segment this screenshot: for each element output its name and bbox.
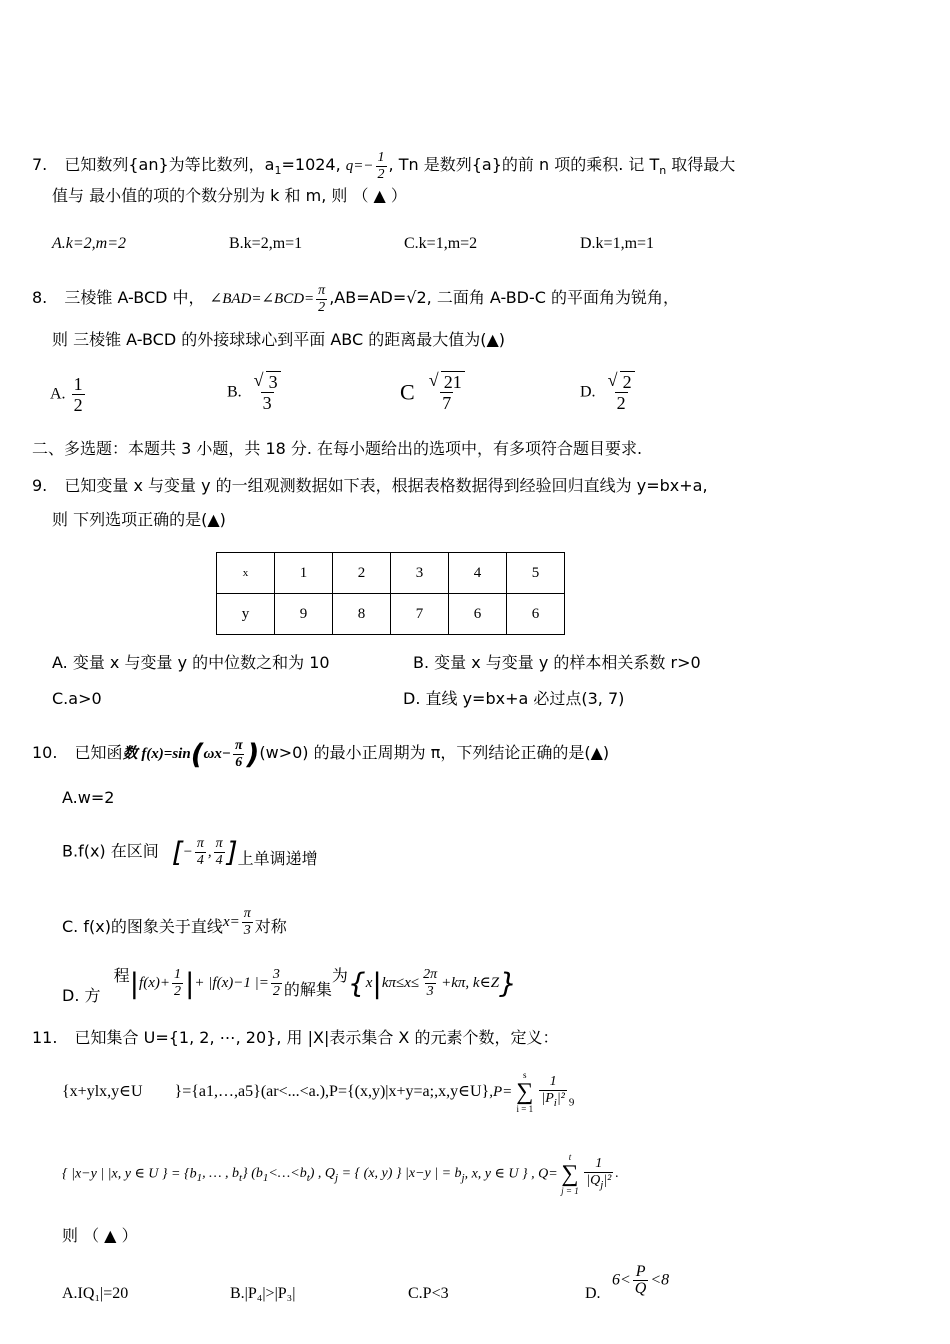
q9-line2: 则 下列选项正确的是(▲) <box>52 510 226 529</box>
table-cell: 8 <box>333 594 391 635</box>
q8-line2: 则 三棱锥 A-BCD 的外接球球心到平面 ABC 的距离最大值为(▲) <box>52 330 506 349</box>
q8-option-c: C √ $\frac{21}{7}$ <box>400 372 469 413</box>
q10-option-b: B.f(x) 在区间 [− $\frac{\pi}{4}$ , $\frac{\pi}{4}$ ]上单调递增 <box>62 835 318 869</box>
q9-option-b: B. 变量 x 与变量 y 的样本相关系数 r>0 <box>413 653 701 672</box>
table-cell: 4 <box>449 553 507 594</box>
q11-option-c: C.P<3 <box>408 1285 449 1302</box>
table-cell: 3 <box>391 553 449 594</box>
q10-line1: 10. 已知函数 f(x)=sin(ωx− $\frac{\pi}{6}$ )(w>0) 的最小正周期为 π，下列结论正确的是(▲) <box>32 737 610 771</box>
q10-interval: [− $\frac{\pi}{4}$ , $\frac{\pi}{4}$ ] <box>171 835 238 869</box>
q11-line2: {x+ylx,y∈U }={a1,…,a5}(ar<...<a.),P={(x,y)|x+y=a;,x,y∈U},P= s ∑ i = 1 $\frac{1}{|P_i|^2}$ $_9$ <box>62 1070 575 1114</box>
q7-option-d: D.k=1,m=1 <box>580 235 655 252</box>
q10-option-d: D. 方 程|f(x)+ $\frac{1}{2}$ |+ |f(x)−1 |= $\frac{3}{2}$ 的解集为{x|kπ≤x≤ $\frac{2\pi}{3}$ +kπ, k∈Z} <box>62 966 517 1005</box>
q10-number: 10. <box>32 742 58 762</box>
q10-abs-equation: |f(x)+ $\frac{1}{2}$ |+ |f(x)−1 |= $\frac{3}{2}$ <box>129 966 280 1000</box>
table-cell: y <box>217 594 275 635</box>
section-2-heading: 二、多选题：本题共 3 小题，共 18 分. 在每小题给出的选项中，有多项符合题目要求. <box>32 439 643 458</box>
q8-line1: 8. 三棱锥 A-BCD 中， ∠BAD=∠BCD= $\frac{\pi}{2}$ ,AB=AD=√2, 二面角 A-BD-C 的平面角为锐角， <box>32 283 680 315</box>
q9-option-a: A. 变量 x 与变量 y 的中位数之和为 10 <box>52 653 330 672</box>
q8-angle-formula: ∠BAD=∠BCD= $\frac{\pi}{2}$ <box>209 283 326 315</box>
q11-then: 则 （ ▲ ） <box>62 1226 138 1245</box>
q9-line1: 9. 已知变量 x 与变量 y 的一组观测数据如下表，根据表格数据得到经验回归直线为 y=bx+a, <box>32 476 708 495</box>
table-cell: 1 <box>275 553 333 594</box>
q11-option-d-expr: 6< $\frac{P}{Q}$ <8 <box>612 1263 670 1297</box>
q8-option-d: D. √ $\frac{2}{2}$ <box>580 372 639 413</box>
table-cell: 6 <box>507 594 565 635</box>
q11-option-a: A.IQ₁|=20 <box>62 1285 129 1302</box>
q7-number: 7. <box>32 154 48 174</box>
q7-option-a: A.k=2,m=2 <box>52 235 127 252</box>
table-cell: 6 <box>449 594 507 635</box>
q11-line1: 11. 已知集合 U={1, 2, ⋯, 20}, 用 |X|表示集合 X 的元素个数，定义： <box>32 1028 559 1047</box>
q11-option-b: B.|P₄|>|P₃| <box>230 1285 296 1302</box>
q11-option-d-label: D. <box>585 1285 601 1302</box>
q7-line1: 7. 已知数列{an}为等比数列，$a_1=1024$, q=− $\frac{1}{2}$ , Tn 是数列{a}的前 n 项的乘积. 记 $T_n$ 取得最大 <box>32 150 736 182</box>
q11-sum-p: s ∑ i = 1 <box>516 1070 534 1114</box>
q7-line2: 值与 最小值的项的个数分别为 k 和 m, 则 （ ▲ ） <box>52 186 407 205</box>
q7-ratio: q=− $\frac{1}{2}$ <box>345 150 385 182</box>
q8-option-a: A. $\frac{1}{2}$ <box>50 374 83 415</box>
table-cell: x <box>217 553 275 594</box>
q9-data-table <box>216 552 565 635</box>
q10-solution-set: {x|kπ≤x≤ $\frac{2\pi}{3}$ +kπ, k∈Z} <box>347 966 517 1000</box>
table-row <box>217 594 565 635</box>
table-cell: 2 <box>333 553 391 594</box>
q10-option-a: A.w=2 <box>62 788 115 807</box>
q7-option-c: C.k=1,m=2 <box>404 235 478 252</box>
q10-line-eq: x= $\frac{\pi}{3}$ <box>222 906 251 938</box>
table-cell: 7 <box>391 594 449 635</box>
q11-line3: { |x−y | |x, y ∈ U } = {$b_1$, … , $b_t$} $(b_1<\dots<b_t)$ , $Q_j$ = { (x, y) } |x−y | = $b_j$, x, y ∈ U } , Q= t ∑ j = 1 $\frac{1}{|Q_j|^2}$ . <box>62 1152 619 1196</box>
q10-function: 数 f(x)=sin(ωx− $\frac{\pi}{6}$ ) <box>122 737 260 771</box>
q8-number: 8. <box>32 287 48 307</box>
q9-number: 9. <box>32 476 48 495</box>
table-row <box>217 553 565 594</box>
q9-option-c: C.a>0 <box>52 689 102 708</box>
q8-option-b: B. √ $\frac{3}{3}$ <box>227 372 285 413</box>
q11-number: 11. <box>32 1028 58 1047</box>
q9-option-d: D. 直线 y=bx+a 必过点(3, 7) <box>403 689 625 708</box>
table-cell: 5 <box>507 553 565 594</box>
q7-option-b: B.k=2,m=1 <box>229 235 303 252</box>
q10-option-c: C. f(x)的图象关于直线x= $\frac{\pi}{3}$ 对称 <box>62 906 287 938</box>
table-cell: 9 <box>275 594 333 635</box>
q11-sum-q: t ∑ j = 1 <box>561 1152 579 1196</box>
